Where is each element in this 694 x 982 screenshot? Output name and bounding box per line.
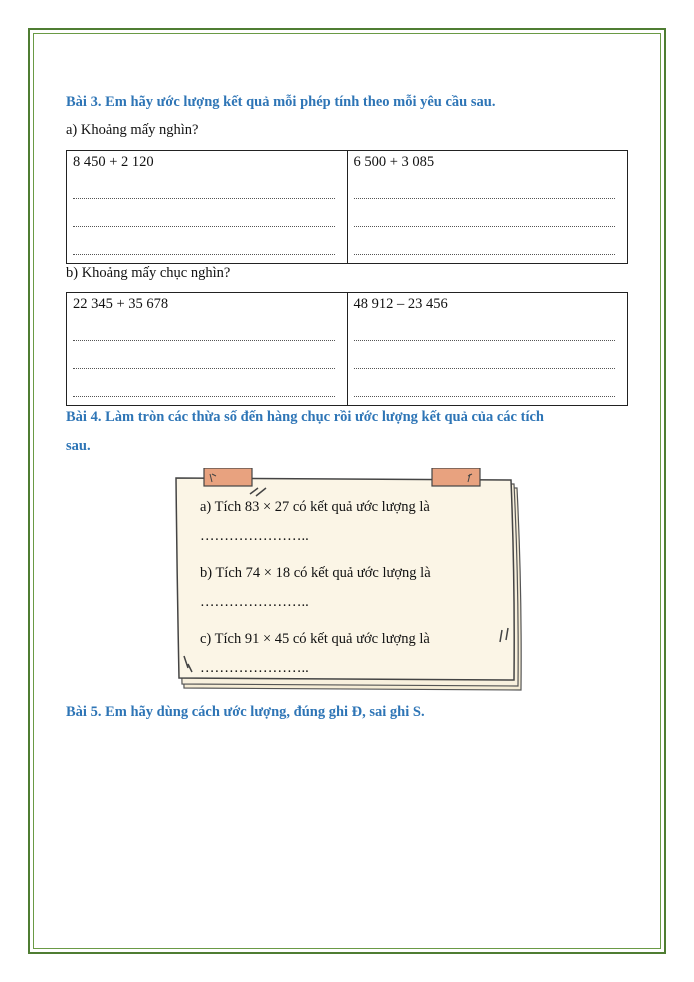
- answer-line[interactable]: [73, 341, 335, 369]
- answer-line[interactable]: [354, 199, 616, 227]
- bai4-item-c-blank[interactable]: …………………..: [200, 660, 309, 676]
- answer-line[interactable]: [354, 341, 616, 369]
- answer-line[interactable]: [73, 369, 335, 397]
- answer-line[interactable]: [354, 313, 616, 341]
- expression: 8 450 + 2 120: [73, 154, 154, 170]
- answer-line[interactable]: [354, 369, 616, 397]
- bai3-part-b-label: b) Khoảng mấy chục nghìn?: [66, 265, 231, 281]
- bai3-part-a-table: [66, 150, 628, 264]
- answer-cell[interactable]: [67, 151, 348, 264]
- expression: 48 912 – 23 456: [353, 296, 448, 312]
- bai4-title-line1: Bài 4. Làm tròn các thừa số đến hàng chục rồi ước lượng kết quả của các tích: [66, 409, 544, 425]
- bai4-item-b-blank[interactable]: …………………..: [200, 594, 309, 610]
- expression: 22 345 + 35 678: [73, 296, 169, 312]
- expression: 6 500 + 3 085: [353, 154, 435, 170]
- bai5-title: Bài 5. Em hãy dùng cách ước lượng, đúng ghi Đ, sai ghi S.: [66, 704, 425, 720]
- bai4-item-a-blank[interactable]: …………………..: [200, 528, 309, 544]
- answer-cell[interactable]: [347, 151, 628, 264]
- bai3-part-a-label: a) Khoảng mấy nghìn?: [66, 122, 199, 138]
- answer-line[interactable]: [73, 227, 335, 255]
- answer-line[interactable]: [73, 313, 335, 341]
- answer-cell[interactable]: [347, 293, 628, 406]
- answer-line[interactable]: [354, 227, 616, 255]
- answer-line[interactable]: [354, 171, 616, 199]
- bai3-title: Bài 3. Em hãy ước lượng kết quả mỗi phép tính theo mỗi yêu cầu sau.: [66, 94, 496, 110]
- bai4-title-line2: sau.: [66, 438, 91, 454]
- bai4-item-b: b) Tích 74 × 18 có kết quả ước lượng là: [200, 565, 431, 581]
- answer-line[interactable]: [73, 199, 335, 227]
- answer-line[interactable]: [73, 171, 335, 199]
- answer-cell[interactable]: [67, 293, 348, 406]
- bai3-part-b-table: [66, 292, 628, 406]
- bai4-item-c: c) Tích 91 × 45 có kết quả ước lượng là: [200, 631, 430, 647]
- bai4-item-a: a) Tích 83 × 27 có kết quả ước lượng là: [200, 499, 430, 515]
